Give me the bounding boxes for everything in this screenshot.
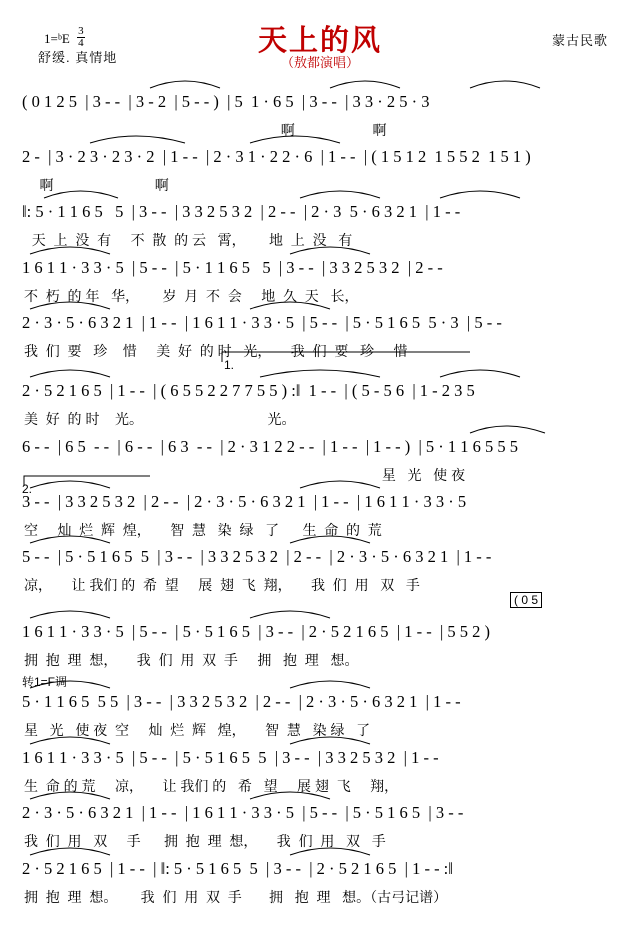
lyric-line: 啊 啊: [24, 122, 387, 138]
note-line: 3 - - | 3 3 2 5 3 2 | 2 - - | 2 · 3 · 5 · 6 3 2 1 | 1 - - | 1 6 1 1 · 3 3 · 5: [22, 492, 467, 511]
lyric-line: 拥 抱 理 想， 我 们 用 双 手 拥 抱 理 想。: [24, 652, 359, 668]
lyric-line: 我 们 用 双 手 拥 抱 理 想， 我 们 用 双 手: [24, 833, 386, 849]
note-line: 1 6 1 1 · 3 3 · 5 | 5 - - | 5 · 1 1 6 5 5 | 3 - - | 3 3 2 5 3 2 | 2 - -: [22, 258, 443, 277]
note-line: 1 6 1 1 · 3 3 · 5 | 5 - - | 5 · 5 1 6 5 | 3 - - | 2 · 5 2 1 6 5 | 1 - - | 5 5 2 ): [22, 622, 491, 641]
first-ending-marker: 1.: [224, 358, 235, 372]
page-title: 天上的风: [257, 25, 382, 57]
note-line: 5 · 1 1 6 5 5 5 | 3 - - | 3 3 2 5 3 2 | 2 - - | 2 · 3 · 5 · 6 3 2 1 | 1 - -: [22, 692, 461, 711]
time-signature-denominator: 4: [78, 37, 84, 49]
note-line: 2 - | 3 · 2 3 · 2 3 · 2 | 1 - - | 2 · 3 1 · 2 2 · 6 | 1 - - | ( 1 5 1 2 1 5 5 2 1 5 1 ): [22, 147, 531, 166]
second-ending-marker: 2.: [22, 482, 33, 496]
lyric-line: 天 上 没 有 不 散 的 云 霄， 地 上 没 有: [24, 232, 353, 248]
pickup-box: ( 0 5: [510, 592, 542, 608]
lyric-line: 啊 啊: [24, 177, 169, 193]
note-line: 2 · 3 · 5 · 6 3 2 1 | 1 - - | 1 6 1 1 · 3 3 · 5 | 5 - - | 5 · 5 1 6 5 | 3 - -: [22, 803, 464, 822]
lyric-line: 星 光 使 夜: [24, 467, 466, 483]
lyric-line: 我 们 要 珍 惜 美 好 的 时 光， 我 们 要 珍 惜: [24, 343, 408, 359]
note-line: ‖: 5 · 1 1 6 5 5 | 3 - - | 3 3 2 5 3 2 | 2 - - | 2 · 3 5 · 6 3 2 1 | 1 - -: [22, 202, 461, 221]
note-line: 6 - - | 6 5 - - | 6 - - | 6 3 - - | 2 · 3 1 2 2 - - | 1 - - | 1 - - ) | 5 · 1 1 6 5 5 5: [22, 437, 519, 456]
lyric-line: 星 光 使 夜 空 灿 烂 辉 煌， 智 慧 染 绿 了: [24, 722, 371, 738]
lyric-line: 不 朽 的 年 华， 岁 月 不 会 地 久 天 长，: [24, 288, 359, 304]
key-label: 1=: [44, 31, 58, 46]
time-signature-numerator: 3: [78, 25, 84, 37]
lyric-line: 生 命 的 荒 凉， 让 我们 的 希 望 展 翅 飞 翔，: [24, 778, 399, 794]
composer-credit: 蒙古民歌: [551, 33, 608, 48]
lyric-line: 美 好 的 时 光。 光。: [24, 411, 296, 427]
page-subtitle: （敖都演唱）: [280, 55, 359, 70]
lyric-line: 拥 抱 理 想。 我 们 用 双 手 拥 抱 理 想。（古弓记谱）: [24, 889, 448, 905]
note-line: ( 0 1 2 5 | 3 - - | 3 - 2 | 5 - - ) | 5 1 · 6 5 | 3 - - | 3 3 · 2 5 · 3: [22, 92, 430, 111]
note-line: 2 · 5 2 1 6 5 | 1 - - | ‖: 5 · 5 1 6 5 5 | 3 - - | 2 · 5 2 1 6 5 | 1 - - :‖: [22, 859, 453, 878]
note-line: 5 - - | 5 · 5 1 6 5 5 | 3 - - | 3 3 2 5 3 2 | 2 - - | 2 · 3 · 5 · 6 3 2 1 | 1 - -: [22, 547, 492, 566]
key-value: ᵇE: [57, 31, 70, 46]
lyric-line: 空 灿 烂 辉 煌， 智 慧 染 绿 了 生 命 的 荒: [24, 522, 382, 538]
tempo-marking: 舒缓. 真情地: [38, 50, 118, 65]
note-line: 2 · 5 2 1 6 5 | 1 - - | ( 6 5 5 2 2 7 7 5 5 ) :‖ 1 - - | ( 5 - 5 6 | 1 - 2 3 5: [22, 381, 475, 400]
modulation-note: 转1=F调: [22, 675, 68, 689]
note-line: 2 · 3 · 5 · 6 3 2 1 | 1 - - | 1 6 1 1 · 3 3 · 5 | 5 - - | 5 · 5 1 6 5 5 · 3 | 5 - -: [22, 313, 502, 332]
lyric-line: 凉， 让 我们 的 希 望 展 翅 飞 翔， 我 们 用 双 手: [24, 577, 420, 593]
note-line: 1 6 1 1 · 3 3 · 5 | 5 - - | 5 · 5 1 6 5 5 | 3 - - | 3 3 2 5 3 2 | 1 - -: [22, 748, 439, 767]
